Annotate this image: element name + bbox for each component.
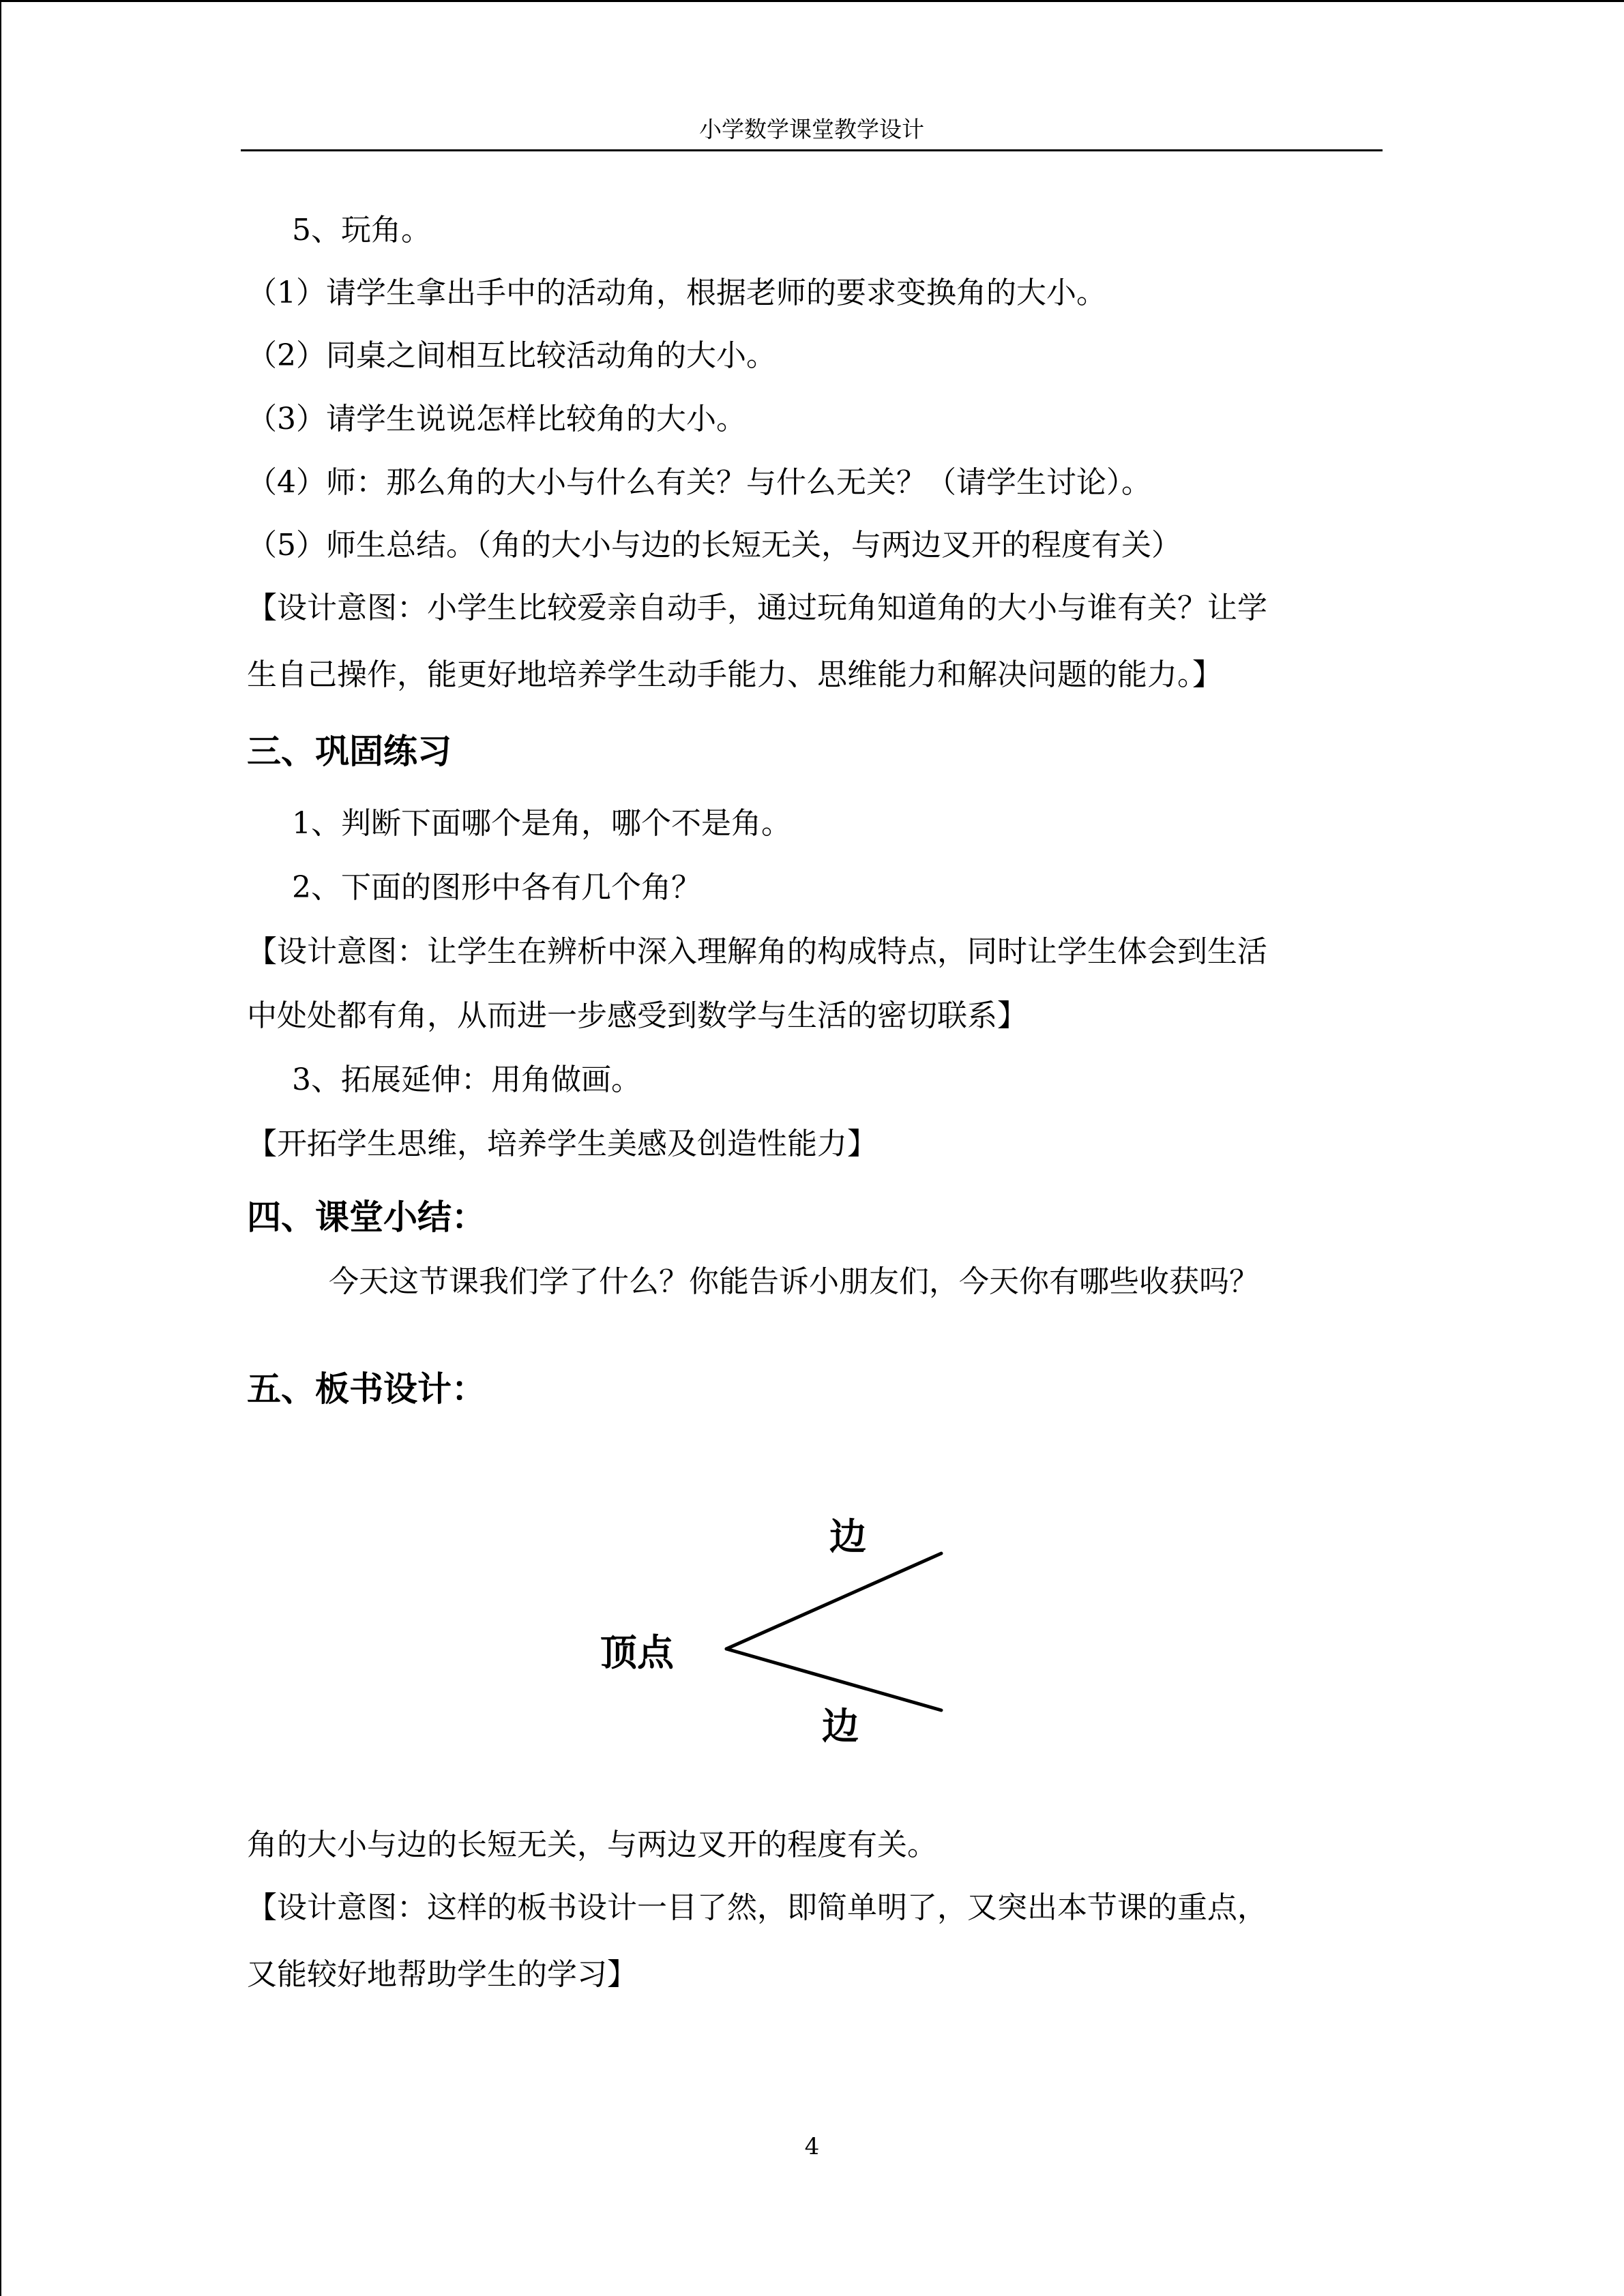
section-3-heading: 三、巩固练习 — [247, 732, 452, 771]
step-4: （4）师：那么角的大小与什么有关？与什么无关？（请学生讨论）。 — [247, 465, 1151, 500]
exercise-1: 1、判断下面哪个是角，哪个不是角。 — [292, 806, 791, 841]
vertex-label: 顶点 — [600, 1630, 674, 1674]
board-intent-line-2: 又能较好地帮助学生的学习】 — [247, 1957, 637, 1992]
step-5: （5）师生总结。（角的大小与边的长短无关，与两边叉开的程度有关） — [247, 528, 1181, 563]
design-intent-line-2: 生自己操作，能更好地培养学生动手能力、思维能力和解决问题的能力。】 — [247, 657, 1222, 692]
board-conclusion: 角的大小与边的长短无关，与两边叉开的程度有关。 — [247, 1828, 937, 1862]
header-rule — [241, 149, 1383, 151]
exercise-intent-line-2: 中处处都有角，从而进一步感受到数学与生活的密切联系】 — [247, 998, 1027, 1033]
running-header: 小学数学课堂教学设计 — [699, 116, 924, 143]
angle-upper-side — [726, 1553, 941, 1649]
step-2: （2）同桌之间相互比较活动角的大小。 — [247, 338, 776, 373]
item-5-title: 5、玩角。 — [292, 213, 431, 248]
page-left-border — [0, 0, 1, 2296]
section-4-heading: 四、课堂小结： — [247, 1197, 486, 1237]
exercise-note: 【开拓学生思维，培养学生美感及创造性能力】 — [247, 1127, 877, 1161]
lower-side-label: 边 — [822, 1704, 859, 1748]
upper-side-label: 边 — [829, 1515, 866, 1558]
board-intent-line-1: 【设计意图：这样的板书设计一目了然，即简单明了，又突出本节课的重点， — [247, 1890, 1267, 1925]
exercise-3: 3、拓展延伸：用角做画。 — [292, 1062, 641, 1097]
section-5-heading: 五、板书设计： — [247, 1369, 486, 1409]
page-number: 4 — [804, 2133, 820, 2160]
summary-text: 今天这节课我们学了什么？你能告诉小朋友们，今天你有哪些收获吗？ — [329, 1264, 1259, 1299]
exercise-2: 2、下面的图形中各有几个角？ — [292, 870, 701, 905]
step-3: （3）请学生说说怎样比较角的大小。 — [247, 402, 746, 436]
angle-diagram — [587, 1507, 969, 1753]
design-intent-line-1: 【设计意图：小学生比较爱亲自动手，通过玩角知道角的大小与谁有关？让学 — [247, 591, 1267, 625]
step-1: （1）请学生拿出手中的活动角，根据老师的要求变换角的大小。 — [247, 275, 1106, 310]
exercise-intent-line-1: 【设计意图：让学生在辨析中深入理解角的构成特点，同时让学生体会到生活 — [247, 934, 1267, 969]
angle-lower-side — [726, 1649, 941, 1710]
page-top-border — [0, 0, 1624, 2]
